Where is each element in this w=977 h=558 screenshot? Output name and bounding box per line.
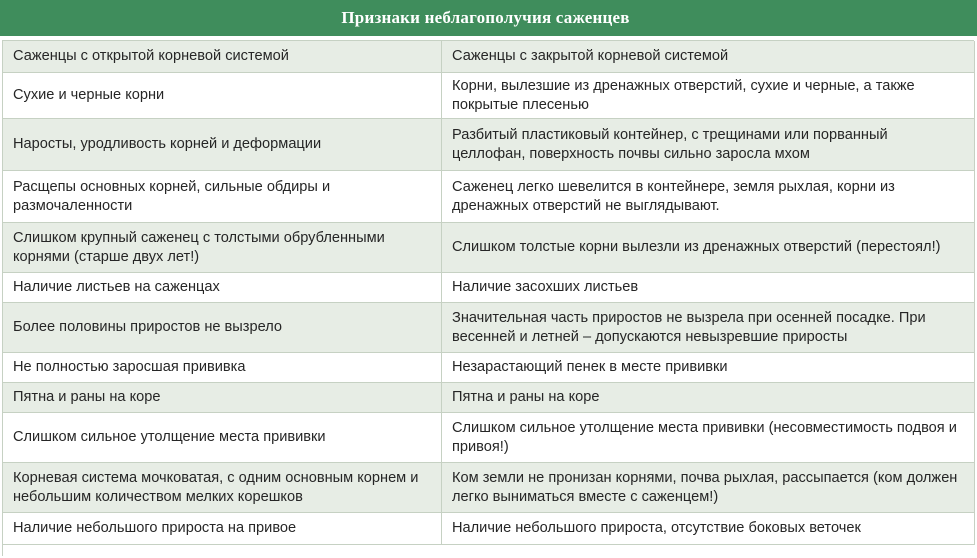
table-cell-right: Наличие небольшого прироста, отсутствие боковых веточек [442, 513, 975, 545]
table-cell-right: Саженцы с закрытой корневой системой [442, 41, 975, 73]
table-cell-left: Саженцы с открытой корневой системой [3, 41, 442, 73]
table-cell-left: Корневая система мочковатая, с одним основным корнем и небольшим количеством мелких корешков [3, 463, 442, 513]
table-cell-right: Незарастающий пенек в месте прививки [442, 353, 975, 383]
table-cell-right: Корни, вылезшие из дренажных отверстий, сухие и черные, а также покрытые плесенью [442, 73, 975, 119]
table-cell-left: Наличие листьев на саженцах [3, 273, 442, 303]
table-cell-left: Не полностью заросшая прививка [3, 353, 442, 383]
table-cell-left: Пятна и раны на коре [3, 383, 442, 413]
table-cell-left: Сухие и черные корни [3, 73, 442, 119]
table-title: Признаки неблагополучия саженцев [341, 8, 630, 27]
table-cell-right: Наличие засохших листьев [442, 273, 975, 303]
table-cell-left: Слишком крупный саженец с толстыми обрубленными корнями (старше двух лет!) [3, 223, 442, 273]
table-cell-left: Слишком сильное утолщение места прививки [3, 413, 442, 463]
table-cell-right: Ком земли не пронизан корнями, почва рыхлая, рассыпается (ком должен легко выниматься вместе с саженцем!) [442, 463, 975, 513]
table-cell-right: Слишком сильное утолщение места прививки (несовместимость подвоя и привоя!) [442, 413, 975, 463]
table-cell-left: Более половины приростов не вызрело [3, 303, 442, 353]
table-cell-left: Наросты, уродливость корней и деформации [3, 119, 442, 171]
table-cell-right: Пятна и раны на коре [442, 383, 975, 413]
comparison-table [2, 40, 974, 556]
table-cell-right: Значительная часть приростов не вызрела при осенней посадке. При весенней и летней – допускаются невызревшие приросты [442, 303, 975, 353]
table-cell-right: Саженец легко шевелится в контейнере, земля рыхлая, корни из дренажных отверстий не выглядывают. [442, 171, 975, 223]
table-title-bar [0, 0, 977, 36]
table-cell-left: Наличие небольшого прироста на привое [3, 513, 442, 545]
table-cell-right: Разбитый пластиковый контейнер, с трещинами или порванный целлофан, поверхность почвы сильно заросла мхом [442, 119, 975, 171]
table-cell-left: Расщепы основных корней, сильные обдиры и размочаленности [3, 171, 442, 223]
table-cell-right: Слишком толстые корни вылезли из дренажных отверстий (перестоял!) [442, 223, 975, 273]
